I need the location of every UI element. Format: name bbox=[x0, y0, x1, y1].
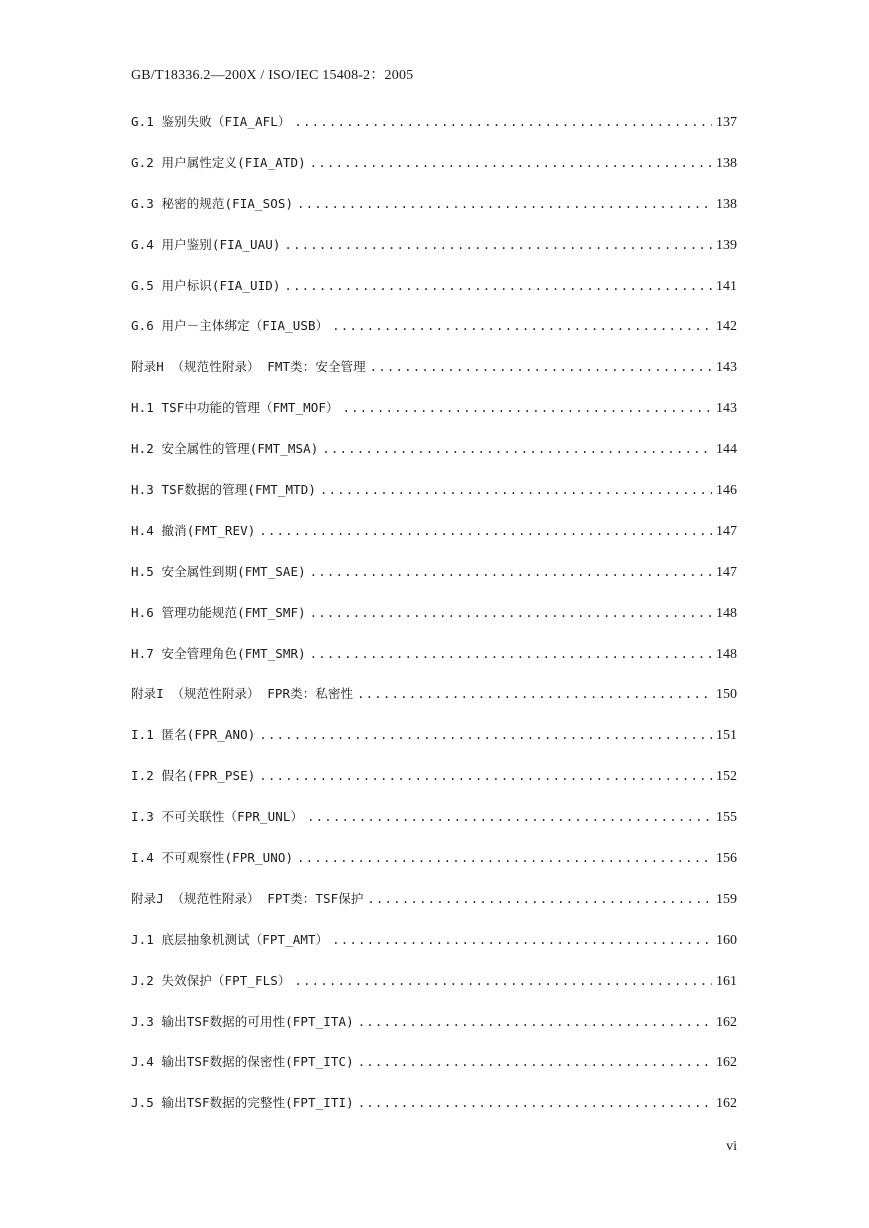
toc-entry-title: I.2 假名(FPR_PSE) bbox=[131, 768, 256, 784]
toc-entry-title: J.4 输出TSF数据的保密性(FPT_ITC) bbox=[131, 1054, 354, 1070]
toc-entry-title: H.3 TSF数据的管理(FMT_MTD) bbox=[131, 482, 317, 498]
toc-entry-page: 162 bbox=[716, 1096, 737, 1112]
toc-entry[interactable] bbox=[131, 521, 737, 562]
toc-leader-dots bbox=[259, 769, 712, 783]
toc-leader-dots bbox=[297, 851, 712, 865]
toc-entry-title: J.2 失效保护（FPT_FLS） bbox=[131, 972, 291, 988]
toc-entry-page: 155 bbox=[716, 810, 737, 826]
toc-entry[interactable] bbox=[131, 644, 737, 685]
toc-entry-title: H.7 安全管理角色(FMT_SMR) bbox=[131, 645, 306, 661]
toc-entry[interactable] bbox=[131, 276, 737, 317]
toc-leader-dots bbox=[358, 1015, 712, 1029]
toc-entry[interactable] bbox=[131, 725, 737, 766]
toc-entry-title: H.4 撤消(FMT_REV) bbox=[131, 522, 256, 538]
toc-leader-dots bbox=[322, 442, 712, 456]
toc-entry-page: 147 bbox=[716, 523, 737, 539]
toc-entry[interactable] bbox=[131, 684, 737, 725]
toc-leader-dots bbox=[343, 401, 712, 415]
toc-entry[interactable] bbox=[131, 930, 737, 971]
toc-entry-title: I.1 匿名(FPR_ANO) bbox=[131, 727, 256, 743]
toc-leader-dots bbox=[358, 1055, 712, 1069]
toc-entry[interactable] bbox=[131, 235, 737, 276]
toc-entry-title: J.1 底层抽象机测试（FPT_AMT） bbox=[131, 931, 329, 947]
toc-leader-dots bbox=[332, 933, 712, 947]
toc-entry-title: H.2 安全属性的管理(FMT_MSA) bbox=[131, 441, 319, 457]
toc-entry[interactable] bbox=[131, 153, 737, 194]
toc-entry-page: 146 bbox=[716, 483, 737, 499]
toc-entry[interactable] bbox=[131, 766, 737, 807]
toc-entry-title: G.5 用户标识(FIA_UID) bbox=[131, 277, 281, 293]
toc-entry-page: 138 bbox=[716, 155, 737, 171]
toc-leader-dots bbox=[294, 974, 712, 988]
page-number: vi bbox=[726, 1139, 737, 1154]
toc-entry-title: 附录H （规范性附录） FMT类：安全管理 bbox=[131, 359, 366, 375]
toc-entry-page: 156 bbox=[716, 851, 737, 867]
toc-entry-page: 160 bbox=[716, 932, 737, 948]
toc-leader-dots bbox=[367, 892, 712, 906]
toc-entry-title: H.6 管理功能规范(FMT_SMF) bbox=[131, 604, 306, 620]
toc-leader-dots bbox=[332, 319, 712, 333]
toc-leader-dots bbox=[285, 279, 712, 293]
toc-leader-dots bbox=[285, 238, 712, 252]
toc-leader-dots bbox=[259, 524, 712, 538]
toc-entry-title: 附录J （规范性附录） FPT类：TSF保护 bbox=[131, 890, 364, 906]
toc-entry[interactable] bbox=[131, 1052, 737, 1093]
toc-entry-page: 141 bbox=[716, 278, 737, 294]
toc-entry-page: 139 bbox=[716, 237, 737, 253]
document-header: GB/T18336.2—200X / ISO/IEC 15408-2：2005 bbox=[131, 68, 414, 83]
toc-leader-dots bbox=[357, 687, 712, 701]
toc-leader-dots bbox=[294, 115, 712, 129]
toc-entry[interactable] bbox=[131, 971, 737, 1012]
toc-leader-dots bbox=[320, 483, 712, 497]
toc-entry[interactable] bbox=[131, 194, 737, 235]
toc-entry[interactable] bbox=[131, 316, 737, 357]
toc-entry[interactable] bbox=[131, 439, 737, 480]
toc-entry-title: G.1 鉴别失败（FIA_AFL） bbox=[131, 114, 291, 129]
toc-entry-page: 143 bbox=[716, 401, 737, 417]
toc-entry[interactable] bbox=[131, 848, 737, 889]
toc-leader-dots bbox=[307, 810, 712, 824]
toc-entry[interactable] bbox=[131, 1012, 737, 1053]
toc-entry-title: 附录I （规范性附录） FPR类：私密性 bbox=[131, 686, 354, 702]
toc-entry-page: 150 bbox=[716, 687, 737, 703]
toc-entry-page: 137 bbox=[716, 115, 737, 130]
toc-entry-title: G.6 用户－主体绑定（FIA_USB） bbox=[131, 318, 329, 334]
toc-leader-dots bbox=[259, 728, 712, 742]
toc-entry-title: H.1 TSF中功能的管理（FMT_MOF） bbox=[131, 400, 339, 416]
toc-leader-dots bbox=[358, 1096, 712, 1110]
toc-entry[interactable] bbox=[131, 357, 737, 398]
toc-entry-page: 162 bbox=[716, 1014, 737, 1030]
toc-entry[interactable] bbox=[131, 1093, 737, 1134]
toc-entry-title: G.3 秘密的规范(FIA_SOS) bbox=[131, 195, 294, 211]
table-of-contents bbox=[131, 112, 737, 1134]
toc-entry[interactable] bbox=[131, 480, 737, 521]
toc-entry-page: 144 bbox=[716, 442, 737, 458]
toc-leader-dots bbox=[297, 197, 712, 211]
toc-leader-dots bbox=[370, 360, 712, 374]
toc-entry-page: 151 bbox=[716, 728, 737, 744]
toc-entry-title: I.3 不可关联性（FPR_UNL） bbox=[131, 809, 304, 825]
toc-entry-page: 161 bbox=[716, 973, 737, 989]
toc-leader-dots bbox=[310, 647, 712, 661]
toc-leader-dots bbox=[310, 565, 712, 579]
toc-leader-dots bbox=[310, 156, 712, 170]
toc-entry-page: 162 bbox=[716, 1055, 737, 1071]
toc-entry-title: J.3 输出TSF数据的可用性(FPT_ITA) bbox=[131, 1013, 354, 1029]
toc-entry[interactable] bbox=[131, 807, 737, 848]
toc-entry[interactable] bbox=[131, 398, 737, 439]
toc-entry-title: H.5 安全属性到期(FMT_SAE) bbox=[131, 563, 306, 579]
toc-entry-title: I.4 不可观察性(FPR_UNO) bbox=[131, 850, 294, 866]
toc-entry-page: 159 bbox=[716, 891, 737, 907]
toc-entry-title: G.2 用户属性定义(FIA_ATD) bbox=[131, 154, 306, 170]
toc-leader-dots bbox=[310, 606, 712, 620]
toc-entry-page: 138 bbox=[716, 196, 737, 212]
toc-entry-title: G.4 用户鉴别(FIA_UAU) bbox=[131, 236, 281, 252]
toc-entry[interactable] bbox=[131, 603, 737, 644]
toc-entry[interactable] bbox=[131, 562, 737, 603]
toc-entry-page: 142 bbox=[716, 319, 737, 335]
toc-entry-title: J.5 输出TSF数据的完整性(FPT_ITI) bbox=[131, 1095, 354, 1111]
toc-entry-page: 152 bbox=[716, 769, 737, 785]
toc-entry-page: 147 bbox=[716, 564, 737, 580]
toc-entry-page: 143 bbox=[716, 360, 737, 376]
toc-entry-page: 148 bbox=[716, 646, 737, 662]
toc-entry[interactable] bbox=[131, 889, 737, 930]
toc-entry[interactable] bbox=[131, 112, 737, 153]
toc-entry-page: 148 bbox=[716, 605, 737, 621]
